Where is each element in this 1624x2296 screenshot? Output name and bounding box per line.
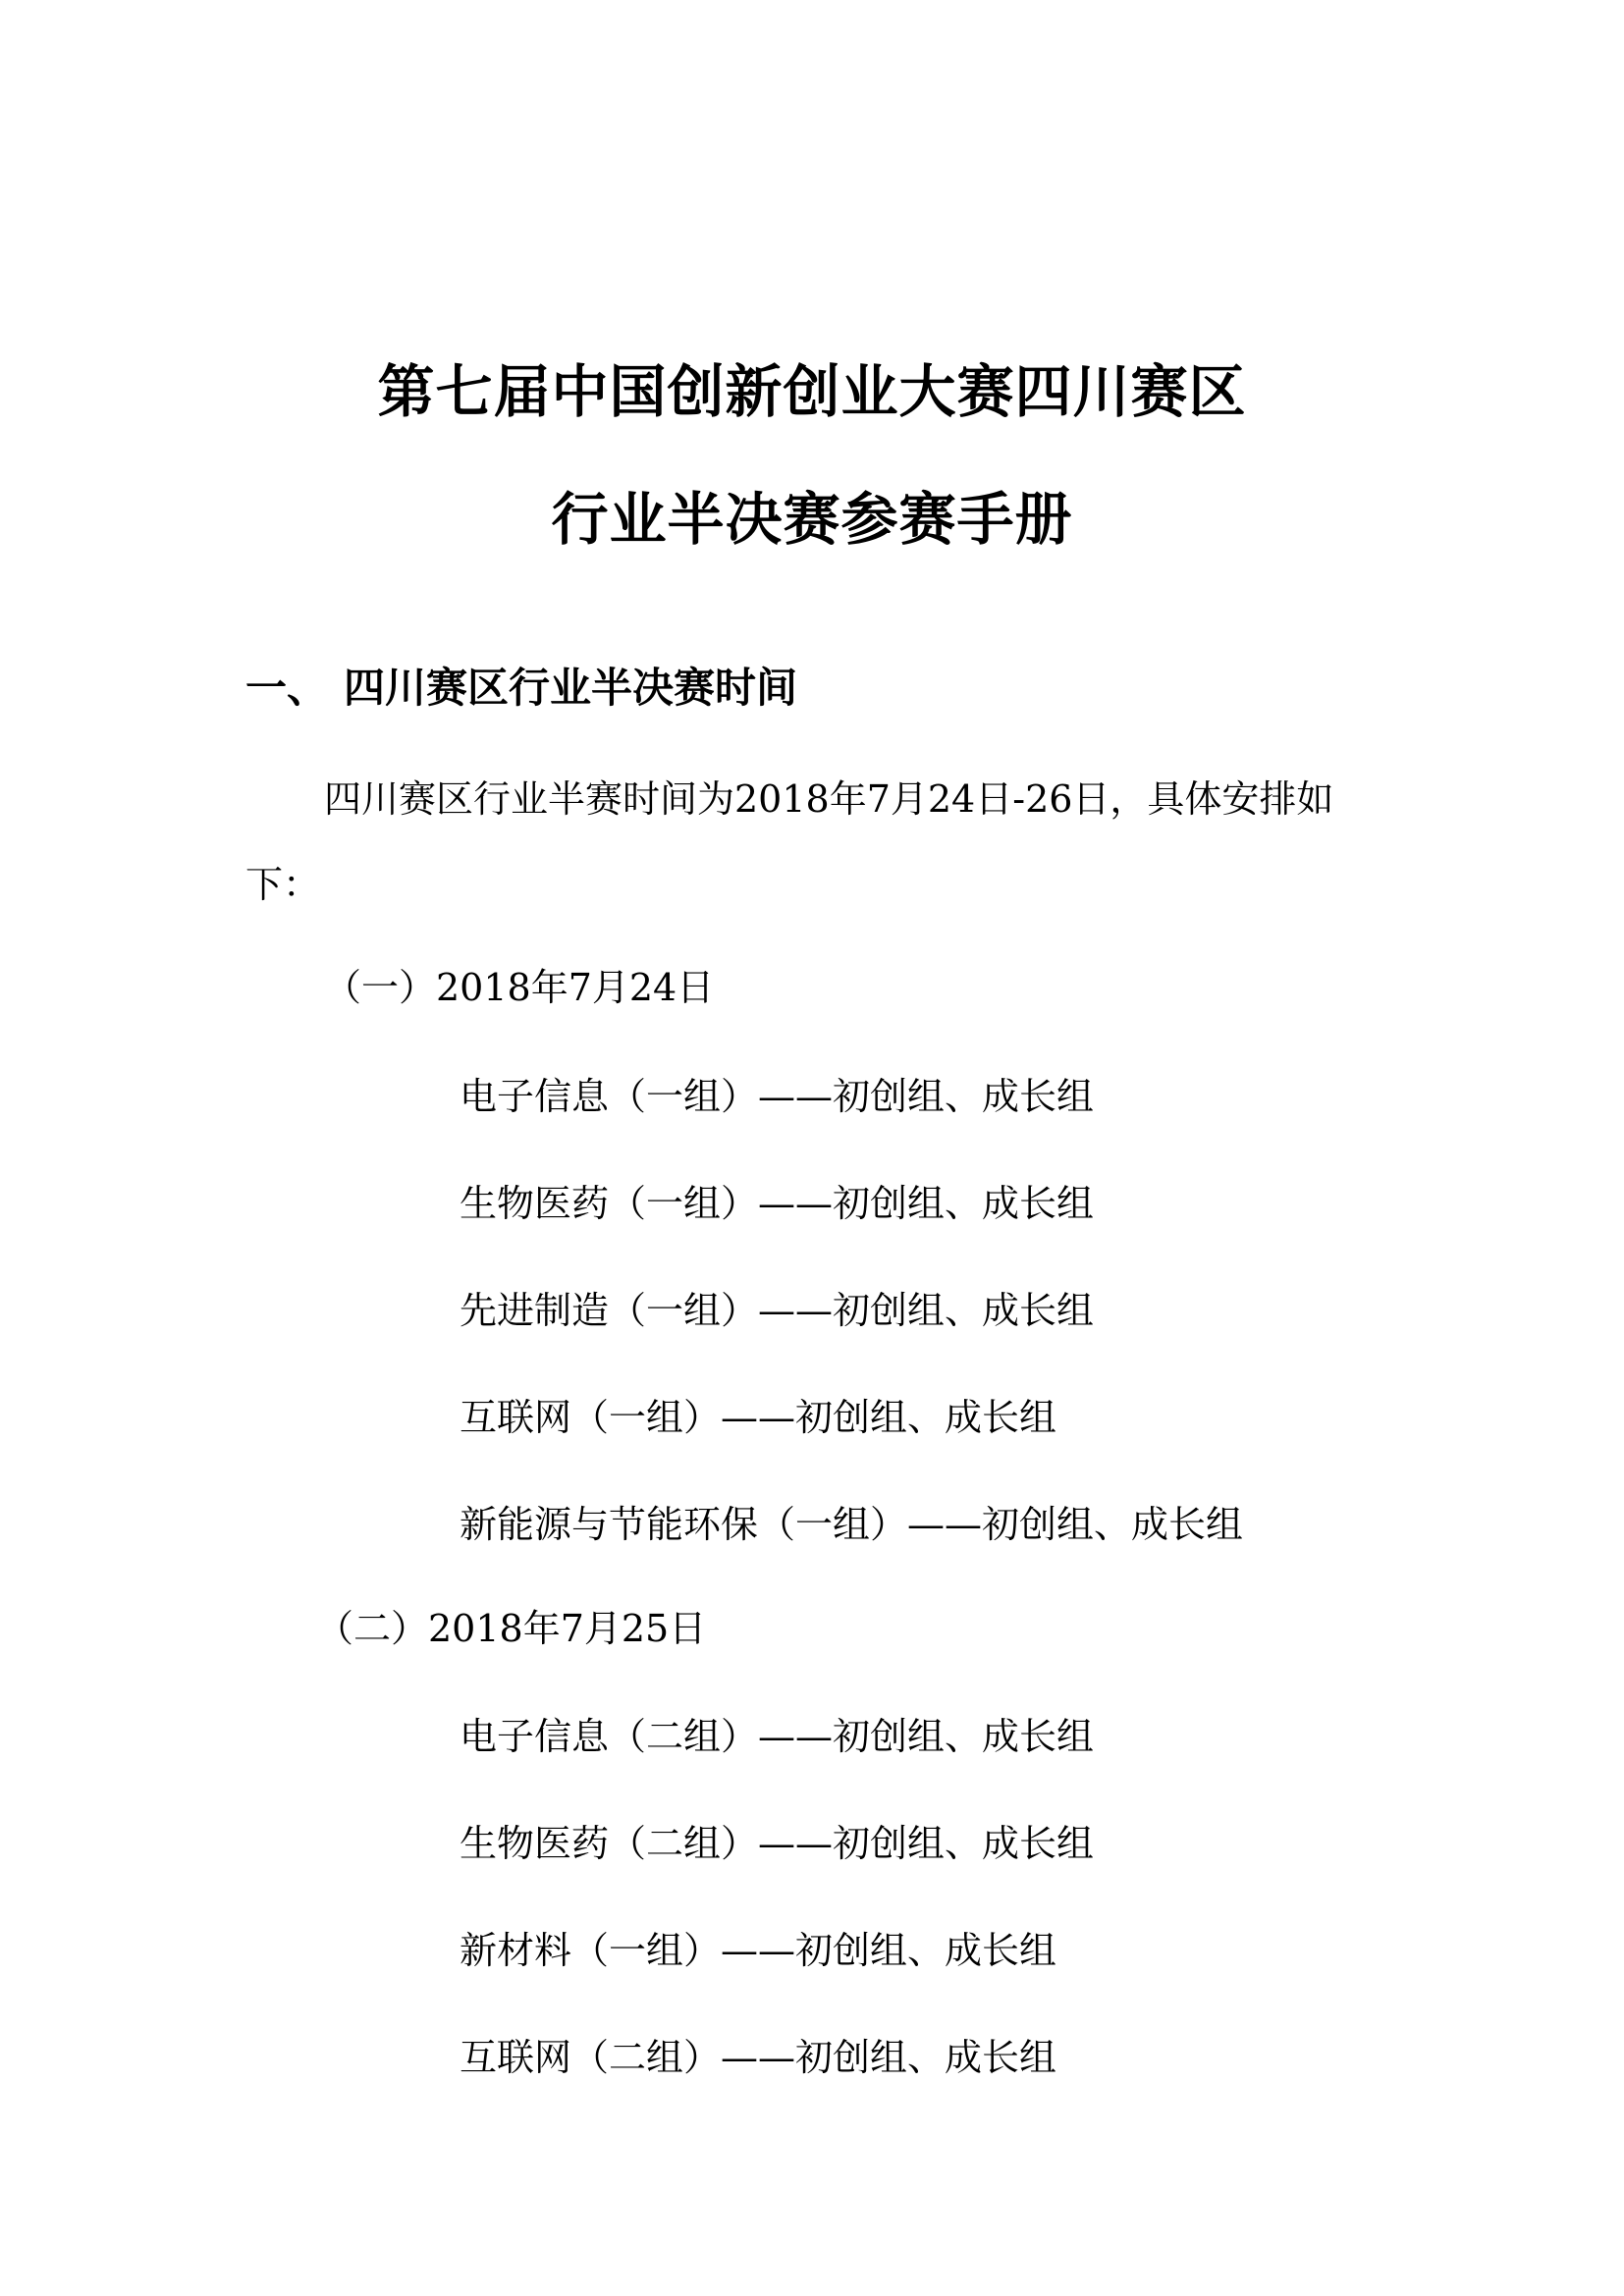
document-title-line1: 第七届中国创新创业大赛四川赛区 — [377, 358, 1247, 425]
day-label: （一）2018年7月24日 — [324, 966, 715, 1009]
section-heading-text: 四川赛区行业半决赛时间 — [344, 664, 798, 712]
section-heading — [245, 664, 798, 712]
list-item: 新材料（一组）——初创组、成长组 — [460, 1929, 1057, 1972]
list-item: 互联网（二组）——初创组、成长组 — [460, 2036, 1057, 2079]
list-item: 先进制造（一组）——初创组、成长组 — [460, 1289, 1095, 1332]
list-item: 电子信息（二组）——初创组、成长组 — [460, 1715, 1095, 1758]
section-number: 一、 — [245, 664, 329, 712]
list-item: 电子信息（一组）——初创组、成长组 — [460, 1075, 1095, 1118]
list-item: 互联网（一组）——初创组、成长组 — [460, 1396, 1057, 1439]
document-title-line2: 行业半决赛参赛手册 — [551, 486, 1073, 553]
intro-paragraph-line1: 四川赛区行业半赛时间为2018年7月24日-26日，具体安排如 — [324, 777, 1334, 821]
day-label: （二）2018年7月25日 — [316, 1607, 707, 1650]
intro-paragraph-line2: 下： — [245, 863, 321, 906]
list-item: 新能源与节能环保（一组）——初创组、成长组 — [460, 1503, 1244, 1546]
list-item: 生物医药（一组）——初创组、成长组 — [460, 1182, 1095, 1225]
list-item: 生物医药（二组）——初创组、成长组 — [460, 1822, 1095, 1865]
